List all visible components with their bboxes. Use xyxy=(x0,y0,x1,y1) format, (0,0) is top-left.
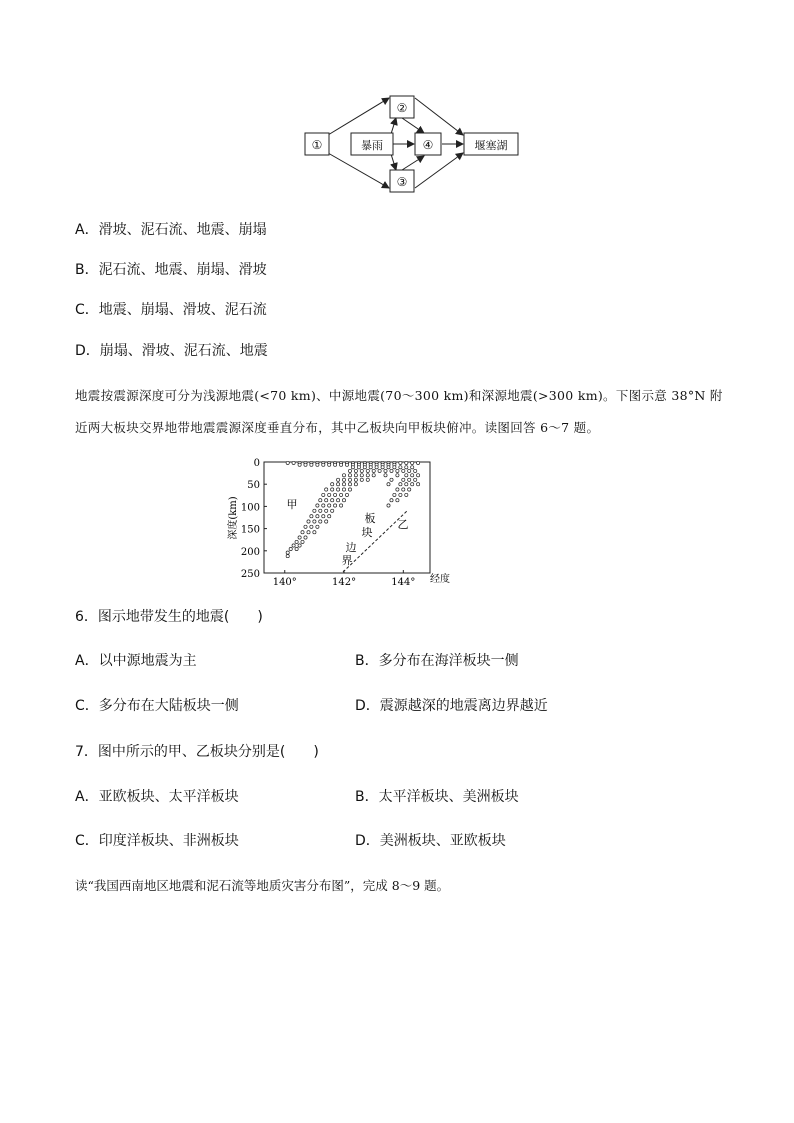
boundary-char-2: 块 xyxy=(361,526,373,539)
earthquake-point xyxy=(366,469,369,472)
earthquake-point xyxy=(360,474,363,477)
earthquake-point xyxy=(328,463,331,466)
earthquake-point xyxy=(310,525,313,528)
earthquake-point xyxy=(337,483,340,486)
earthquake-point xyxy=(348,469,351,472)
earthquake-point xyxy=(360,469,363,472)
earthquake-point xyxy=(316,525,319,528)
earthquake-point xyxy=(372,474,375,477)
earthquake-point xyxy=(390,499,393,502)
earthquake-point xyxy=(417,461,420,464)
earthquake-point xyxy=(322,504,325,507)
earthquake-point xyxy=(399,466,402,469)
earthquake-point xyxy=(384,474,387,477)
disaster-flow-diagram xyxy=(300,90,525,202)
y-tick-label: 250 xyxy=(240,569,260,580)
q7-stem: 7．图中所示的甲、乙板块分别是( ) xyxy=(75,744,319,760)
earthquake-point xyxy=(366,478,369,481)
earthquake-point xyxy=(414,469,417,472)
earthquake-point xyxy=(372,469,375,472)
earthquake-point xyxy=(340,463,343,466)
earthquake-point xyxy=(334,463,337,466)
q6-option-c: C．多分布在大陆板块一侧 xyxy=(75,698,239,714)
y-tick-label: 150 xyxy=(240,524,260,536)
earthquake-point xyxy=(396,469,399,472)
x-tick-label: 142° xyxy=(331,577,357,588)
earthquake-point xyxy=(384,469,387,472)
earthquake-point xyxy=(348,483,351,486)
earthquake-point xyxy=(390,478,393,481)
earthquake-point xyxy=(340,493,343,496)
earthquake-point xyxy=(411,474,414,477)
earthquake-point xyxy=(417,483,420,486)
earthquake-point xyxy=(342,499,345,502)
earthquake-point xyxy=(313,509,316,512)
earthquake-point xyxy=(298,463,301,466)
earthquake-point xyxy=(331,483,334,486)
earthquake-point xyxy=(325,520,328,523)
earthquake-point xyxy=(363,466,366,469)
earthquake-point xyxy=(301,540,304,543)
earthquake-point xyxy=(319,509,322,512)
q7-option-b: B．太平洋板块、美洲板块 xyxy=(355,789,519,805)
earthquake-point xyxy=(387,483,390,486)
earthquake-point xyxy=(405,483,408,486)
label-lake: 堰塞湖 xyxy=(474,139,508,152)
earthquake-point xyxy=(337,499,340,502)
earthquake-point xyxy=(354,469,357,472)
earthquake-point xyxy=(405,466,408,469)
earthquake-point xyxy=(411,461,414,464)
boundary-char-4: 界 xyxy=(341,554,353,567)
earthquake-point xyxy=(399,483,402,486)
earthquake-point xyxy=(322,515,325,518)
earthquake-point xyxy=(331,488,334,491)
q6-option-d: D．震源越深的地震离边界越近 xyxy=(355,698,548,714)
earthquake-point xyxy=(387,466,390,469)
earthquake-point xyxy=(337,488,340,491)
earthquake-point xyxy=(342,474,345,477)
y-tick-label: 100 xyxy=(240,502,260,514)
boundary-char-1: 板 xyxy=(364,512,376,525)
label-n4: ④ xyxy=(422,138,434,152)
earthquake-point xyxy=(310,515,313,518)
earthquake-point xyxy=(331,509,334,512)
y-tick-label: 0 xyxy=(253,458,260,469)
earthquake-point xyxy=(334,504,337,507)
q5-option-a: A．滑坡、泥石流、地震、崩塌 xyxy=(75,222,267,238)
earthquake-depth-chart xyxy=(222,452,462,588)
y-tick-label: 200 xyxy=(240,546,260,558)
earthquake-point xyxy=(348,488,351,491)
q7-option-a: A．亚欧板块、太平洋板块 xyxy=(75,789,239,805)
earthquake-point xyxy=(289,547,292,550)
earthquake-point xyxy=(322,493,325,496)
q5-option-c: C．地震、崩塌、滑坡、泥石流 xyxy=(75,302,267,318)
q7-option-d: D．美洲板块、亚欧板块 xyxy=(355,833,506,849)
earthquake-point xyxy=(375,466,378,469)
earthquake-point xyxy=(399,493,402,496)
earthquake-point xyxy=(307,531,310,534)
earthquake-point xyxy=(325,509,328,512)
earthquake-point xyxy=(393,493,396,496)
earthquake-point xyxy=(295,547,298,550)
earthquake-point xyxy=(325,488,328,491)
x-tick-label: 140° xyxy=(272,577,297,588)
earthquake-point xyxy=(396,488,399,491)
earthquake-point xyxy=(408,488,411,491)
earthquake-point xyxy=(316,504,319,507)
outro-line: 读“我国西南地区地震和泥石流等地质灾害分布图”，完成 8～9 题。 xyxy=(75,878,450,893)
earthquake-point xyxy=(286,461,289,464)
intro-line-2: 近两大板块交界地带地震震源深度垂直分布，其中乙板块向甲板块俯冲。读图回答 6～7 题。 xyxy=(75,420,600,435)
earthquake-point xyxy=(378,469,381,472)
earthquake-point xyxy=(286,555,289,558)
earthquake-point xyxy=(348,474,351,477)
earthquake-point xyxy=(304,463,307,466)
earthquake-point xyxy=(301,531,304,534)
label-n3: ③ xyxy=(396,175,408,189)
earthquake-point xyxy=(402,478,405,481)
intro-paragraph xyxy=(75,380,725,444)
earthquake-point xyxy=(286,551,289,554)
earthquake-point xyxy=(310,463,313,466)
earthquake-point xyxy=(340,504,343,507)
q6-option-b: B．多分布在海洋板块一侧 xyxy=(355,653,519,669)
earthquake-point xyxy=(354,474,357,477)
earthquake-point xyxy=(319,520,322,523)
intro-line-1: 地震按震源深度可分为浅源地震(<70 km)、中源地震(70～300 km)和深源地震(>300 km)。下图示意 38°N 附 xyxy=(75,388,723,403)
boundary-char-3: 边 xyxy=(345,541,357,554)
earthquake-point xyxy=(342,483,345,486)
earthquake-point xyxy=(396,499,399,502)
earthquake-point xyxy=(313,520,316,523)
earthquake-point xyxy=(304,536,307,539)
earthquake-point xyxy=(390,469,393,472)
earthquake-point xyxy=(411,466,414,469)
earthquake-point xyxy=(292,544,295,547)
earthquake-point xyxy=(331,499,334,502)
earthquake-point xyxy=(405,461,408,464)
q7-option-c: C．印度洋板块、非洲板块 xyxy=(75,833,239,849)
earthquake-point xyxy=(322,463,325,466)
earthquake-point xyxy=(328,493,331,496)
y-axis-label: 深度(km) xyxy=(228,496,239,540)
earthquake-point xyxy=(360,478,363,481)
label-n1: ① xyxy=(311,138,323,152)
earthquake-point xyxy=(304,525,307,528)
earthquake-point xyxy=(316,463,319,466)
earthquake-point xyxy=(399,461,402,464)
earthquake-point xyxy=(348,478,351,481)
earthquake-point xyxy=(342,488,345,491)
earthquake-point xyxy=(396,474,399,477)
earthquake-point xyxy=(292,461,295,464)
earthquake-point xyxy=(345,463,348,466)
earthquake-point xyxy=(357,466,360,469)
earthquake-point xyxy=(402,469,405,472)
earthquake-point xyxy=(402,488,405,491)
earthquake-point xyxy=(351,466,354,469)
earthquake-point xyxy=(387,504,390,507)
earthquake-point xyxy=(337,478,340,481)
earthquake-point xyxy=(319,499,322,502)
earthquake-point xyxy=(414,478,417,481)
earthquake-point xyxy=(417,474,420,477)
q6-option-a: A．以中源地震为主 xyxy=(75,653,197,669)
q5-option-d: D．崩塌、滑坡、泥石流、地震 xyxy=(75,343,268,359)
earthquake-point xyxy=(298,544,301,547)
q5-option-b: B．泥石流、地震、崩塌、滑坡 xyxy=(75,262,267,278)
earthquake-point xyxy=(316,515,319,518)
earthquake-point xyxy=(313,531,316,534)
y-ticks xyxy=(241,458,267,580)
label-rain: 暴雨 xyxy=(361,139,383,152)
earthquake-point xyxy=(354,478,357,481)
plate-label-yi: 乙 xyxy=(397,518,409,531)
earthquake-point xyxy=(342,478,345,481)
earthquake-point xyxy=(334,493,337,496)
earthquake-point xyxy=(408,478,411,481)
q6-stem: 6．图示地带发生的地震( ) xyxy=(75,609,263,625)
earthquake-point xyxy=(393,466,396,469)
earthquake-point xyxy=(307,520,310,523)
earthquake-point xyxy=(295,540,298,543)
earthquake-point xyxy=(381,466,384,469)
y-tick-label: 50 xyxy=(247,480,260,492)
earthquake-point xyxy=(369,466,372,469)
earthquake-point xyxy=(411,483,414,486)
label-n2: ② xyxy=(396,101,408,115)
earthquake-point xyxy=(328,515,331,518)
earthquake-point xyxy=(405,493,408,496)
plate-label-jia: 甲 xyxy=(286,498,298,511)
earthquake-point xyxy=(328,504,331,507)
earthquake-point xyxy=(405,474,408,477)
earthquake-point xyxy=(298,536,301,539)
earthquake-point xyxy=(408,469,411,472)
earthquake-point xyxy=(354,483,357,486)
x-tick-label: 144° xyxy=(391,577,416,588)
earthquake-point xyxy=(325,499,328,502)
earthquake-point xyxy=(345,493,348,496)
earthquake-point xyxy=(366,474,369,477)
x-axis-label: 经度 xyxy=(430,574,450,585)
